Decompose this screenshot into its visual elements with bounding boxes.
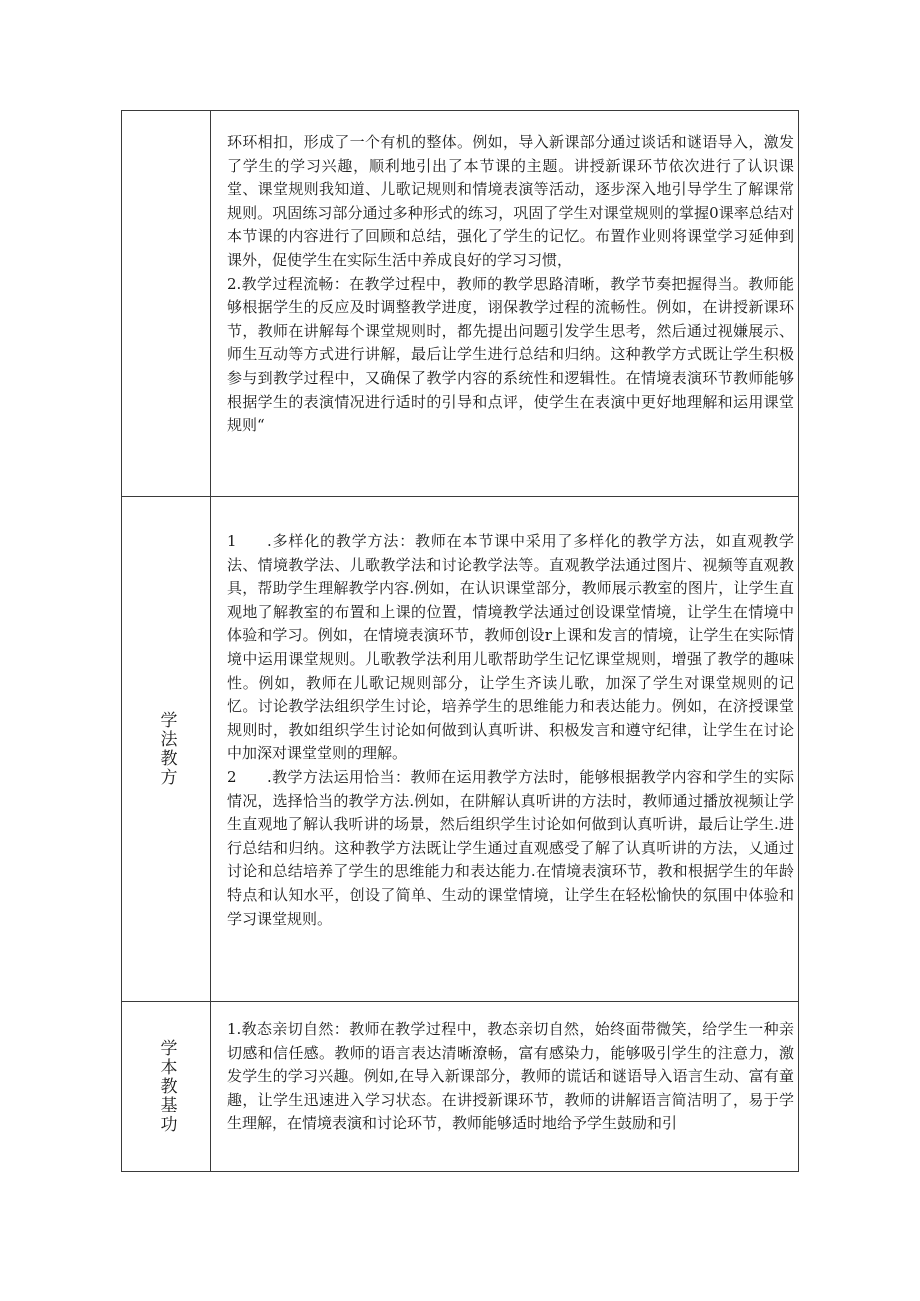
row-content-cell — [211, 1002, 798, 1171]
row-content-cell — [211, 497, 798, 1001]
content-paragraph — [227, 530, 794, 766]
paragraph-number: 2 — [227, 767, 237, 786]
row-label-cell — [122, 1002, 211, 1171]
paragraph-text: .多样化的教学方法：教师在本节课中采用了多样化的教学方法，如直观教学法、情境教学法、儿歌教学法和讨论教学法等。直观教学法通过图片、视频等直观教具，帮助学生理解教学内容.例如，在认识课堂部分，教师展示教室的图片，让学生直观地了解教室的布置和上课的位置，情境教学法通过创设课堂情境，让学生在情境中体验和学习。例如，在情境表演环节，教师创设r上课和发言的情境，让学生在实际情境中运用课堂规则。儿歌教学法利用儿歌帮助学生记忆课堂规则，增强了教学的趣味性。例如，教师在儿歌记规则部分，让学生齐读儿歌，加深了学生对课堂规则的记忆。讨论教学法组织学生讨论，培养学生的思维能力和表达能力。例如，在济授课堂规则时，教如组织学生讨论如何做到认真听讲、积极发言和遵守纪律，让学生在讨论中加深对课堂堂则的理解。 — [227, 532, 794, 763]
row-label-cell — [122, 111, 211, 496]
content-paragraph: 1.敎态亲切自然：教师在教学过程中，教态亲切自然，始终面带微笑，给学生一种亲切感和信任感。教师的语言表达清晰潦畅，富有感染力，能够吸引学生的注意力，激发学生的学习兴趣。例如,在导入新课部分，教师的谎话和谜语导入语言生动、富有童趣，让学生迅速进入学习状态。在讲授新课环节，教师的讲解语言简洁明了，易于学生理解，在情境表演和讨论环节，教师能够适时地给予学生鼓励和引 — [227, 1020, 794, 1133]
table-row — [122, 111, 798, 497]
content-paragraph: 环环相扣，形成了一个有机的整体。例如，导入新课部分通过谈话和谜语导入，激发了学生的学习兴趣，顺利地引出了本节课的主题。讲授新课环节依次进行了认识课堂、课堂规则我知道、儿歌记规则和情境表演等活动，逐步深入地引导学生了解课常规则。巩固练习部分通过多种形式的练习，巩固了学生对课堂规则的掌握0课率总结对本节课的内容进行了回顾和总结，强化了学生的记忆。布置作业则将课堂学习延伸到课外，促使学生在实际生活中养成良好的学习习惯， — [227, 133, 794, 269]
content-paragraph: 2.教学过程流畅：在教学过程中，教师的教学思路清晰，教学节奏把握得当。教师能够根据学生的反应及时调整教学进度，诩保教学过程的流畅性。例如，在讲授新课环节，教师在讲解每个课堂规则时，都先提出问题引发学生思考，然后通过视嫌展示、师生互动等方式进行讲解，最后让学生进行总结和归纳。这种教学方式既让学生积极参与到教学过程中，又确保了教学内容的系统性和逻辑性。在情境表演环节教师能够根据学生的表演情况进行适时的引导和点评，使学生在表演中更好地理解和运用课堂规则“ — [227, 274, 794, 435]
content-paragraph — [227, 766, 794, 931]
evaluation-table — [121, 110, 799, 1172]
row-label-cell — [122, 497, 211, 1001]
paragraph-text: .教学方法运用恰当：教师在运用教学方法时，能够根据教学内容和学生的实际情况，选择恰当的教学方法.例如，在阱解认真听讲的方法时，教师通过播放视频让学生直观地了解认我听讲的场景，然后组织学生讨论如何做到认真听讲，最后让学生.进行总结和归纳。这种教学方法既让学生通过直观感受了解了认真听讲的方法，乂通过讨论和总结培养了学生的思维能力和表达能力.在情境表演环节，教和根据学生的年龄特点和认知水平，创设了简单、生动的课堂情境，让学生在轻松愉快的氛围中体验和学习课堂规则。 — [227, 767, 794, 928]
paragraph-number: 1 — [227, 532, 237, 550]
table-row — [122, 497, 798, 1002]
row-label: 学法教方 — [156, 711, 177, 787]
row-content-cell — [211, 111, 798, 496]
table-row — [122, 1002, 798, 1171]
row-label: 学本教基功 — [156, 1039, 177, 1134]
